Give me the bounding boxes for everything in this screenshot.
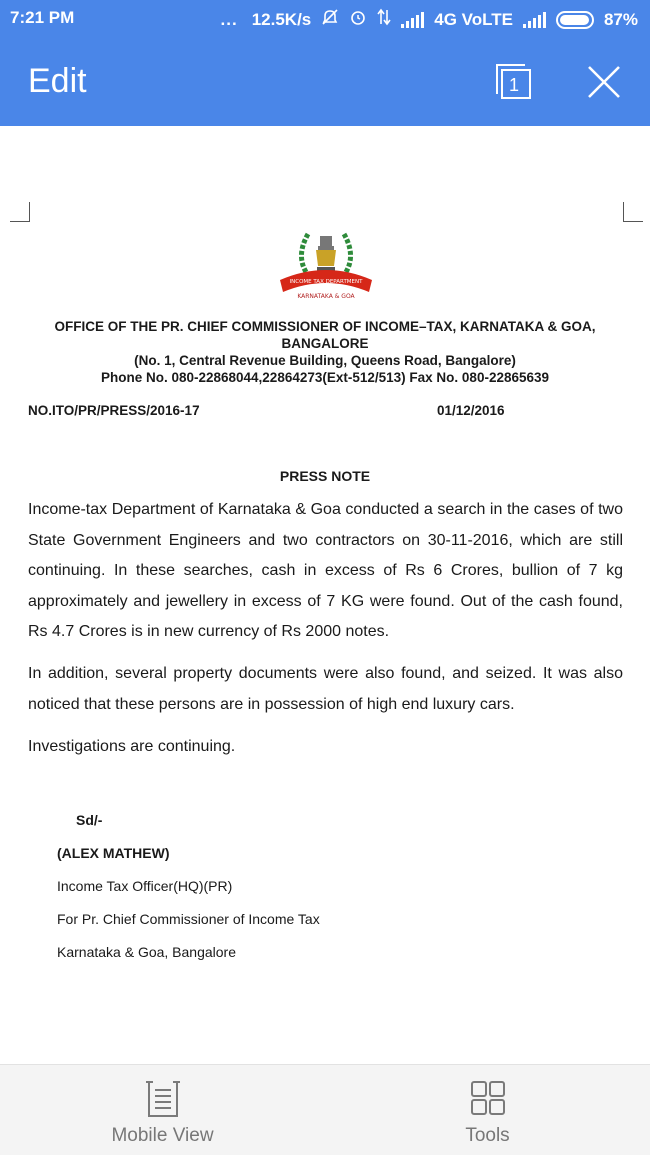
network-type: 4G VoLTE [434,9,513,29]
mobile-view-button[interactable] [90,1065,235,1155]
income-tax-logo [276,220,376,300]
paragraph: In addition, several property documents were also found, and seized. It was also noticed that these persons are in possession of high end luxury cars. [28,665,623,713]
signal-icon [401,12,424,28]
signatory-name: (ALEX MATHEW) [57,845,170,861]
signatory-location: Karnataka & Goa, Bangalore [57,944,237,960]
tools-label: Tools [465,1125,510,1146]
close-icon [584,62,624,102]
signature-sd: Sd/- [76,812,103,828]
header-line-3: (No. 1, Central Revenue Building, Queens Road, Bangalore) [134,353,516,368]
mute-icon [321,8,339,31]
battery-percent: 87% [603,9,638,29]
signatory-office: For Pr. Chief Commissioner of Income Tax [57,911,320,927]
document-page[interactable] [0,126,650,1064]
status-bar [0,0,650,36]
document-date: 01/12/2016 [437,403,505,418]
signatory-designation: Income Tax Officer(HQ)(PR) [57,878,233,894]
page-title: Edit [28,62,87,100]
page-count-number: 1 [509,75,520,95]
status-indicators [221,8,638,31]
status-more: ... [220,9,238,29]
document-lines-icon [145,1079,181,1119]
grid-icon [470,1079,506,1119]
signal-icon-2 [523,12,546,28]
logo-ribbon-text: INCOME TAX DEPARTMENT [289,279,363,285]
paragraph: Income-tax Department of Karnataka & Goa conducted a search in the cases of two State Government Engineers and two contractors on 30-11-2016, which are still continuing. In these searches, cash in excess of Rs 6 Crores, bullion of 7 kg approximately and jewellery in excess of 7 KG were found. Out of the cash found, Rs 4.7 Crores is in new currency of Rs 2000 notes. [28,501,623,640]
crop-mark-left [10,202,30,222]
page-count-button[interactable] [493,62,533,102]
status-time: 7:21 PM [10,8,75,27]
press-note-title: PRESS NOTE [279,468,371,484]
tools-button[interactable] [420,1065,555,1155]
office-header [30,318,620,386]
paragraph: Investigations are continuing. [28,738,236,755]
data-arrows-icon [377,8,391,31]
logo-sub-text: KARNATAKA & GOA [297,293,355,300]
header-line-4: Phone No. 080-22868044,22864273(Ext-512/513) Fax No. 080-22865639 [100,370,550,385]
alarm-icon [349,8,367,31]
header-line-2: BANGALORE [281,336,369,351]
app-bar [0,36,650,126]
mobile-view-label: Mobile View [111,1125,214,1146]
reference-number: NO.ITO/PR/PRESS/2016-17 [28,403,200,418]
network-speed: 12.5K/s [251,9,312,29]
close-button[interactable] [584,62,624,102]
bottom-toolbar [0,1064,650,1155]
crop-mark-right [623,202,643,222]
battery-icon [556,11,594,29]
header-line-1: OFFICE OF THE PR. CHIEF COMMISSIONER OF INCOME–TAX, KARNATAKA & GOA, [54,319,596,334]
